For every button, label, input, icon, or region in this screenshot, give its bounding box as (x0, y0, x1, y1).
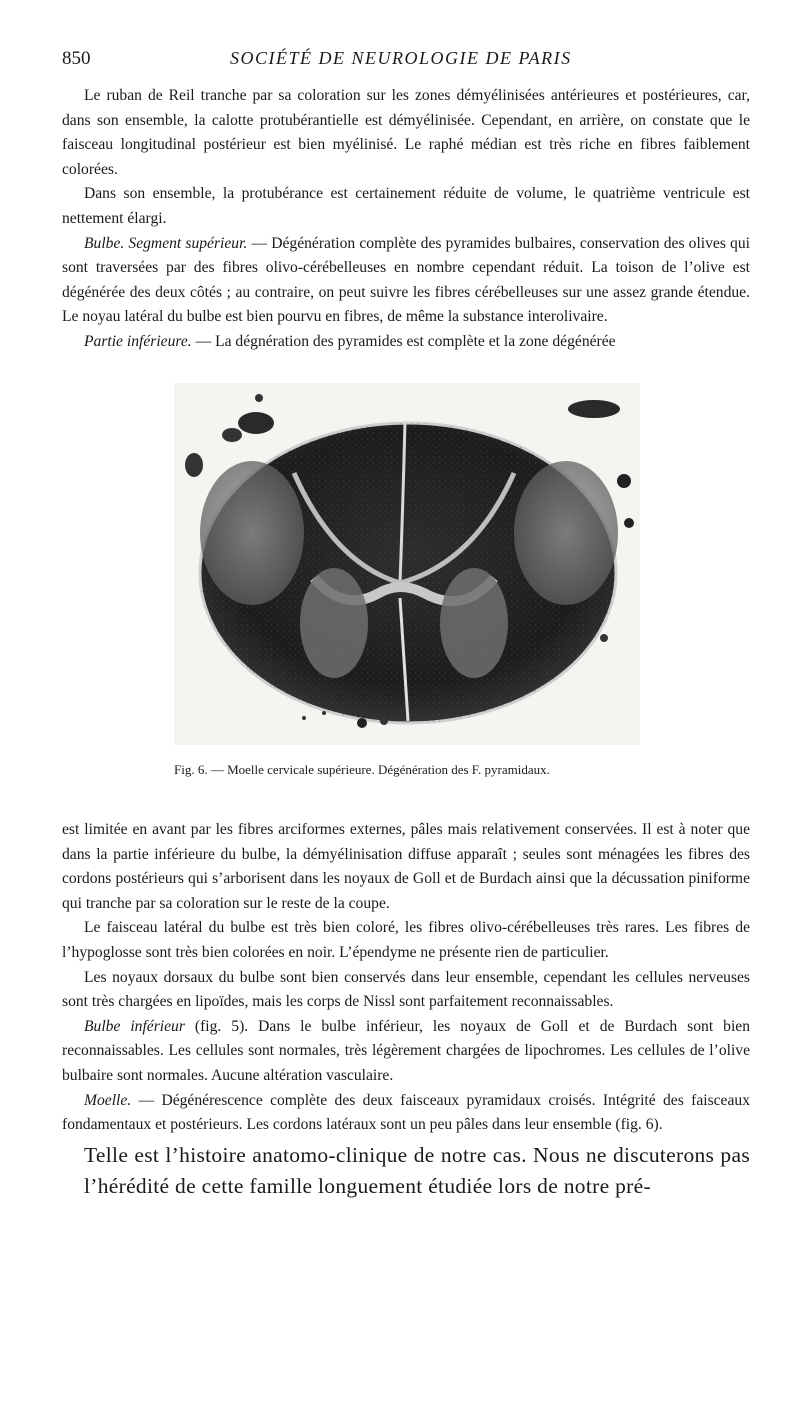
paragraph-protuberance: Dans son ensemble, la protubérance est certainement réduite de volume, le quatrième ventricule est nettement élargi. (62, 185, 750, 227)
paragraph-noyaux-dorsaux: Les noyaux dorsaux du bulbe sont bien conservés dans leur ensemble, cependant les cellules nerveuses sont très chargées en lipoïdes, mais les corps de Nissl sont parfaitement reconnaissables. (62, 968, 750, 1011)
micrograph-illustration (174, 383, 640, 745)
paragraph-partie-inferieure (62, 330, 750, 355)
paragraph-moelle-text: — Dégénérescence complète des deux faisceaux pyramidaux croisés. Intégrité des faisceaux fondamentaux et postérieurs. Les cordons latéraux sont un peu pâles dans leur ensemble (fig. 6). (62, 1091, 750, 1134)
spinal-cord-micrograph (174, 383, 640, 745)
top-text-block (62, 84, 750, 355)
section-label-moelle: Moelle. (84, 1091, 132, 1109)
paragraph-continuation: est limitée en avant par les fibres arciformes externes, pâles mais relativement conservées. Il est à noter que dans la partie inférieure du bulbe, la démyélinisation diffuse apparaît ; seules sont ménagées les fibres des cordons postérieurs qui s’arborisent dans les noyaux de Goll et de Burdach ainsi que la décussation piniforme qui tranche par sa coloration sur le reste de la coupe. (62, 821, 750, 912)
running-head: SOCIÉTÉ DE NEUROLOGIE DE PARIS (230, 48, 572, 68)
section-label-partie-inferieure: Partie inférieure. (84, 332, 192, 350)
figure-caption: Fig. 6. — Moelle cervicale supérieure. Dégénération des F. pyramidaux. (174, 762, 550, 777)
paragraph-bulbe-inferieur (62, 1015, 750, 1089)
closing-paragraph (84, 1140, 750, 1202)
paragraph-faisceau-lateral: Le faisceau latéral du bulbe est très bien coloré, les fibres olivo-cérébelleuses très rares. Les fibres de l’hypoglosse sont très bien colorées en noir. L’épendyme ne présente rien de particulier. (62, 919, 750, 961)
paragraph-reil: Le ruban de Reil tranche par sa coloration sur les zones démyélinisées antérieures et postérieures, car, dans son ensemble, la calotte protubérantielle est démyélinisée. Cependant, en arrière, on constate que le faisceau longitudinal postérieur est bien myélinisé. Le raphé médian est très riche en fibres faiblement colorées. (62, 87, 750, 178)
page-header (62, 44, 752, 74)
paragraph-bulbe-superieur-text: — Dégénération complète des pyramides bulbaires, conservation des olives qui sont traversées par des fibres olivo-cérébelleuses en nombre cependant réduit. La toison de l’olive est dégénérée des deux côtés ; au contraire, on peut suivre les fibres cérébelleuses sur une assez grande étendue. Le noyau latéral du bulbe est bien pourvu en fibres, de même la substance interolivaire. (62, 234, 750, 326)
closing-text: Telle est l’histoire anatomo-clinique de notre cas. Nous ne discuterons pas l’hérédité de cette famille longuement étudiée lors de notre pré- (84, 1143, 750, 1198)
paragraph-partie-inferieure-text: — La dégnération des pyramides est complète et la zone dégénérée (191, 332, 616, 350)
section-label-bulbe-superieur: Bulbe. Segment supérieur. (84, 234, 248, 252)
bottom-text-block (62, 818, 750, 1138)
page-number: 850 (62, 48, 91, 69)
paragraph-bulbe-superieur (62, 232, 750, 330)
paragraph-moelle (62, 1089, 750, 1138)
section-label-bulbe-inferieur: Bulbe inférieur (84, 1017, 185, 1035)
paragraph-bulbe-inferieur-text: (fig. 5). Dans le bulbe inférieur, les noyaux de Goll et de Burdach sont bien reconnaissables. Les cellules sont normales, très légèrement chargées de lipochromes. Les cellules de l’olive bulbaire sont normales. Aucune altération vasculaire. (62, 1017, 750, 1084)
